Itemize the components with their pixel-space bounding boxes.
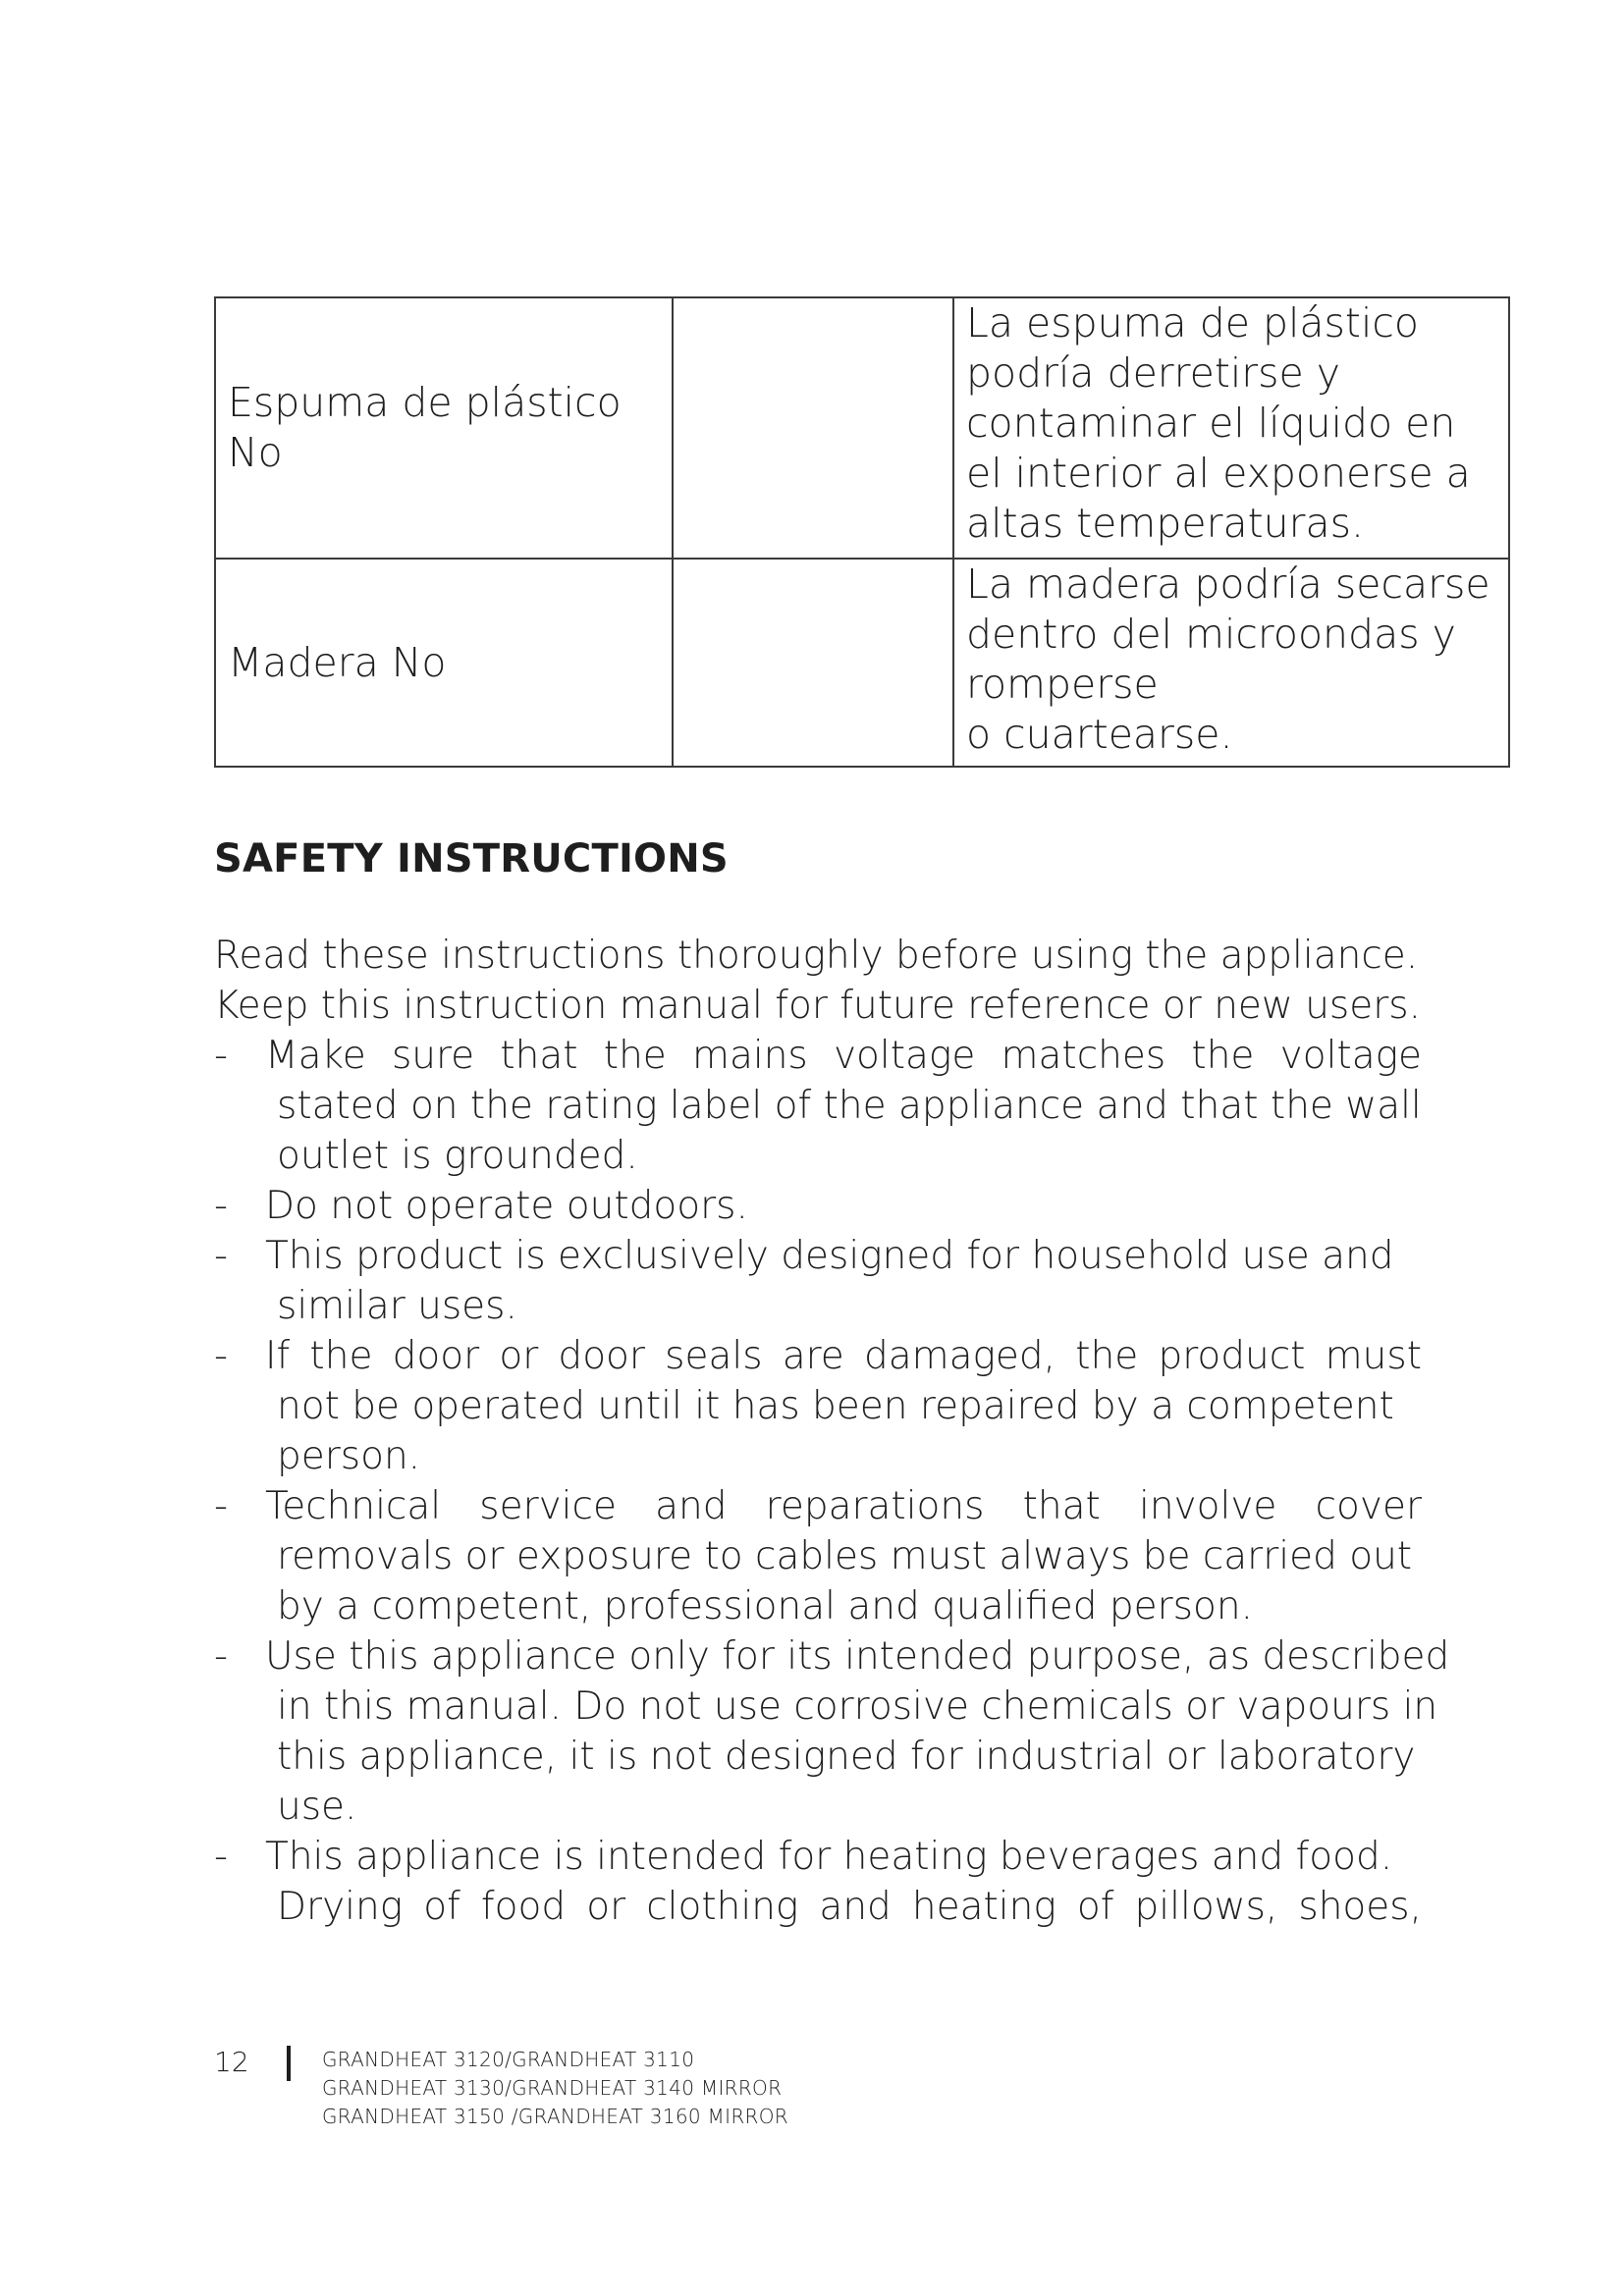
- list-item: [214, 1481, 1422, 1631]
- bullet-line: in this manual. Do not use corrosive chemicals or vapours in: [277, 1684, 1438, 1729]
- note-line: o cuartearse.: [966, 711, 1233, 758]
- bullet-dash: -: [214, 1484, 229, 1528]
- bullet-line: Use this appliance only for its intended purpose, as described: [265, 1634, 1450, 1679]
- bullet-dash: -: [214, 1334, 229, 1378]
- note-line: dentro del microondas y: [966, 611, 1456, 658]
- list-item: [214, 1832, 1422, 1932]
- bullet-line: stated on the rating label of the appliance and that the wall: [277, 1084, 1422, 1128]
- list-item: [214, 1181, 1422, 1231]
- bullet-line: person.: [277, 1434, 421, 1478]
- note-cell: [953, 559, 1509, 767]
- bullet-line: This product is exclusively designed for household use and: [265, 1234, 1394, 1278]
- empty-cell: [673, 297, 953, 559]
- bullet-line: Technical service and reparations that involve cover: [265, 1484, 1422, 1528]
- note-line: altas temperaturas.: [966, 500, 1365, 547]
- note-line: La madera podría secarse: [966, 561, 1490, 608]
- list-item: [214, 1231, 1422, 1331]
- materials-table: [214, 296, 1510, 768]
- model-line: GRANDHEAT 3130/GRANDHEAT 3140 MIRROR: [322, 2076, 783, 2100]
- bullet-dash: -: [214, 1835, 229, 1879]
- note-line: el interior al exponerse a: [966, 450, 1471, 497]
- bullet-dash: -: [214, 1184, 229, 1228]
- safety-instructions-body: [214, 931, 1450, 1932]
- list-item: [214, 1331, 1422, 1481]
- note-line: romperse: [966, 661, 1159, 708]
- bullet-line: this appliance, it is not designed for industrial or laboratory: [277, 1735, 1416, 1779]
- bullet-dash: -: [214, 1234, 229, 1278]
- material-cell: Espuma de plástico No: [215, 297, 673, 559]
- table-row: [215, 297, 1509, 559]
- bullet-line: similar uses.: [277, 1284, 517, 1328]
- material-cell: Madera No: [215, 559, 673, 767]
- section-heading: SAFETY INSTRUCTIONS: [214, 836, 729, 881]
- model-list: [322, 2046, 788, 2131]
- page-footer: [214, 2044, 1098, 2142]
- bullet-dash: -: [214, 1034, 229, 1078]
- bullet-line: by a competent, professional and qualified person.: [277, 1584, 1253, 1629]
- bullet-line: Do not operate outdoors.: [265, 1184, 748, 1228]
- footer-divider: [287, 2046, 291, 2081]
- bullet-line: outlet is grounded.: [277, 1134, 638, 1178]
- list-item: [214, 1631, 1450, 1832]
- bullet-line: Drying of food or clothing and heating of pillows, shoes,: [277, 1885, 1422, 1929]
- note-line: La espuma de plástico: [966, 299, 1419, 347]
- empty-cell: [673, 559, 953, 767]
- bullet-line: use.: [277, 1785, 357, 1829]
- page-number: 12: [214, 2046, 249, 2078]
- note-line: contaminar el líquido en: [966, 400, 1456, 447]
- intro-line: Read these instructions thoroughly before using the appliance.: [214, 934, 1419, 978]
- model-line: GRANDHEAT 3120/GRANDHEAT 3110: [322, 2048, 695, 2071]
- intro-line: Keep this instruction manual for future reference or new users.: [214, 984, 1421, 1028]
- bullet-line: removals or exposure to cables must always be carried out: [277, 1534, 1413, 1578]
- note-cell: [953, 297, 1509, 559]
- bullet-line: not be operated until it has been repaired by a competent: [277, 1384, 1394, 1428]
- bullet-line: Make sure that the mains voltage matches the voltage: [265, 1034, 1422, 1078]
- bullet-line: This appliance is intended for heating beverages and food.: [265, 1835, 1393, 1879]
- list-item: [214, 1031, 1422, 1181]
- table-row: [215, 559, 1509, 767]
- bullet-line: If the door or door seals are damaged, the product must: [265, 1334, 1422, 1378]
- bullet-dash: -: [214, 1634, 229, 1679]
- note-line: podría derretirse y: [966, 349, 1341, 397]
- model-line: GRANDHEAT 3150 /GRANDHEAT 3160 MIRROR: [322, 2105, 788, 2128]
